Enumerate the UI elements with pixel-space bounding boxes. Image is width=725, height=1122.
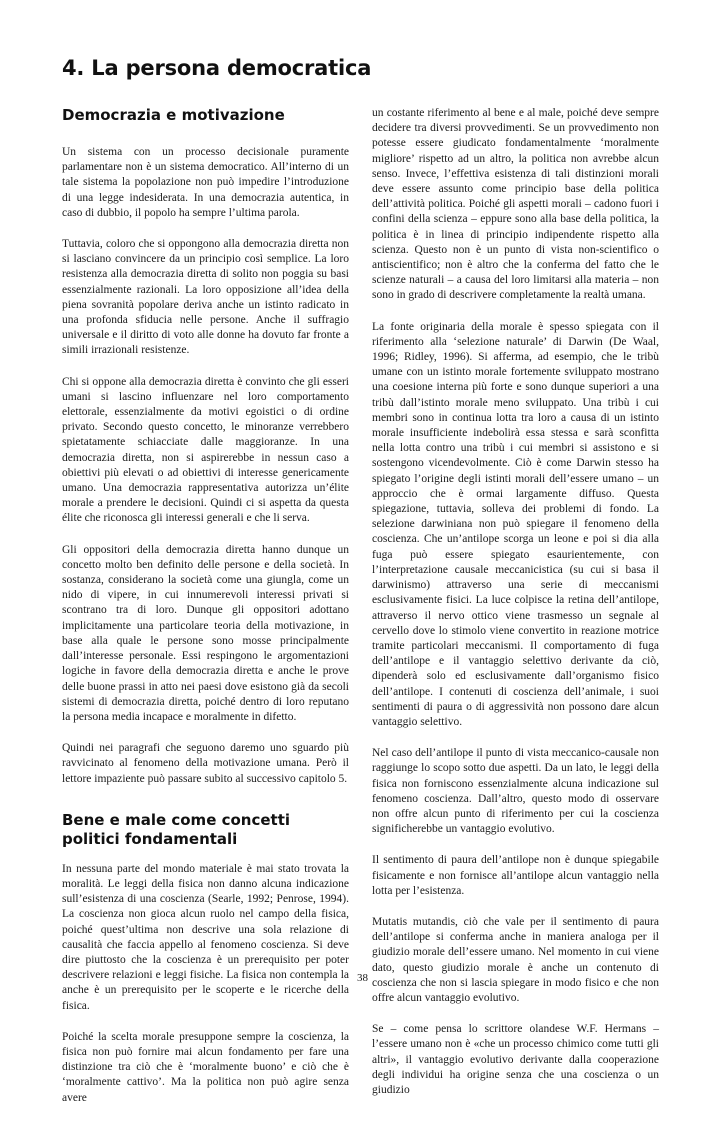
section-heading-good-evil: Bene e male come concetti politici fondamentali [62,810,291,848]
body-paragraph: Chi si oppone alla democrazia diretta è convinto che gli esseri umani si lascino influenzare nel loro comportamento elettorale, essenzialmente da motivi egoistici o di ordine privato. Secondo questo concetto, le minoranze verrebbero spietatamente schiacciate dalle maggioranze. In una democrazia diretta, non si aspirerebbe in nessun caso a obiettivi più elevati o ad obiettivi di interesse genericamente umano. Una democrazia rappresentativa autorizza un’élite morale a prendere le decisioni. Quindi ci si aspetta da questa élite che riconosca gli interessi generali e che li serva. [62,375,349,525]
chapter-title: 4. La persona democratica [62,56,372,80]
body-paragraph: Gli oppositori della democrazia diretta hanno dunque un concetto molto ben definito delle persone e della società. In sostanza, considerano la società come una giungla, come un nido di vipere, in cui innumerevoli interessi privati si scontrano tra di loro. Dunque gli oppositori adottano implicitamente una particolare teoria della motivazione, in base alla quale le persone sono mosse principalmente dall’interesse personale. Essi respingono le argomentazioni logiche in favore della democrazia diretta e anche le prove delle buone prassi in atto nei paesi dove esistono già da secoli sistemi di democrazia diretta, poiché dentro di loro reputano la persona media incapace e moralmente in difetto. [62,543,349,723]
body-paragraph: In nessuna parte del mondo materiale è mai stato trovata la moralità. Le leggi della fisica non danno alcuna indicazione sull’esistenza di una coscienza (Searle, 1992; Penrose, 1994). La coscienza non gioca alcun ruolo nel campo della fisica, poiché quest’ultima non descrive una sola relazione di causalità che faccia appello al fenomeno coscienza. Si deve dire piuttosto che la coscienza è un prerequisito per poter descrivere relazioni e leggi fisiche. La fisica non contempla la anche è un prerequisito per le scoperte e le ricerche della fisica. [62,862,349,1012]
body-paragraph: Poiché la scelta morale presuppone sempre la coscienza, la fisica non può fornire mai alcun fondamento per fare una distinzione tra ciò che è ‘moralmente buono’ e ciò che è ‘moralmente cattivo’. Ma la politica non può agire senza avere [62,1030,349,1104]
body-paragraph: Quindi nei paragrafi che seguono daremo uno sguardo più ravvicinato al fenomeno della motivazione umana. Però il lettore impaziente può passare subito al successivo capitolo 5. [62,742,349,785]
page-number: 38 [357,972,368,984]
body-paragraph: Il sentimento di paura dell’antilope non è dunque spiegabile fisicamente e non fornisce all’antilope alcun vantaggio nella lotta per l’esistenza. [372,854,659,897]
body-paragraph: Tuttavia, coloro che si oppongono alla democrazia diretta non si lasciano convincere da un principio così semplice. La loro resistenza alla democrazia diretta di solito non poggia su basi essenzialmente razionali. La loro opposizione all’idea della piena sovranità popolare deriva anche un istinto radicato in una profonda sfiducia nelle persone. Anche il suffragio universale e il diritto di voto alle donne ha dovuto far fronte a simili irrazionali resistenze. [62,238,349,357]
right-column [372,106,659,1114]
body-paragraph: Un sistema con un processo decisionale puramente parlamentare non è un sistema democratico. All’interno di un tale sistema la popolazione non può impedire l’introduzione di una legge indesiderata. In una democrazia autentica, in caso di dubbio, il popolo ha sempre l’ultima parola. [62,146,349,219]
body-paragraph: La fonte originaria della morale è spesso spiegata con il riferimento alla ‘selezione naturale’ di Darwin (De Waal, 1996; Ridley, 1996). Si afferma, ad esempio, che le tribù umane con un istinto morale fortemente sviluppato mostrano una coesione interna più forte e sono dunque superiori a una tribù dall’istinto morale meno sviluppato. Una tribù i cui membri sono in continua lotta tra loro a causa di un istinto morale insufficiente indebolirà essa stessa e sarà sconfitta nella lotta contro una tribù i cui membri si assistono e si sostengono vicendevolmente. Ciò è come Darwin stesso ha spiegato l’origine degli istinti morali dell’essere umano – un approccio che è ormai largamente diffuso. Questa spiegazione, tuttavia, solleva dei problemi di fondo. La selezione darwiniana non può spiegare il fenomeno della coscienza. Che un’antilope scorga un leone e poi si dia alla fuga può essere spiegato esaurientemente, con l’interpretazione causale meccanicistica (su cui si basa il darwinismo) attraverso una serie di meccanismi esclusivamente fisici. La luce colpisce la retina dell’antilope, attraverso il nervo ottico viene trasmesso un segnale al cervello dove lo stimolo viene convertito in reazione motrice tramite particolari meccanismi. Il comportamento di fuga dell’antilope e il vantaggio selettivo derivante da ciò, dipenderà solo ed esclusivamente dall’organismo fisico dell’antilope. I contenuti di coscienza dell’animale, i suoi sentimenti di paura o di aggressività non possono dare alcun vantaggio selettivo. [372,320,659,728]
section-heading-democracy-motivation: Democrazia e motivazione [62,106,285,124]
body-paragraph: un costante riferimento al bene e al male, poiché deve sempre decidere tra diversi provvedimenti. Se un provvedimento non potesse essere giudicato fondamentalmente ‘moralmente migliore’ rispetto ad un altro, la politica non avrebbe alcun senso. Invece, l’effettiva esistenza di tali distinzioni morali deve essere assunto come principio base della politica dell’attività politica. Poiché gli aspetti morali – cadono fuori i confini della scienza – eppure sono alla base della politica, la politica è in linea di principio indipendente rispetto alla scienza. Questo non è un punto di vista non-scientifico o antiscientifico; non è altro che la conferma del fatto che le scienze naturali – a causa del loro limitarsi alla materia – non sono in grado di descrivere completamente la realtà umana. [372,107,659,302]
body-paragraph: Se – come pensa lo scrittore olandese W.F. Hermans – l’essere umano non è «che un processo chimico come tutti gli altri», il vantaggio evolutivo derivante dalla cooperazione degli individui ha origine senza che una coscienza o un giudizio [372,1023,659,1096]
left-column [62,106,349,1122]
body-paragraph: Nel caso dell’antilope il punto di vista meccanico-causale non raggiunge lo scopo sotto due aspetti. Da un lato, le leggi della fisica non forniscono essenzialmente alcuna indicazione sul fenomeno coscienza. Dall’altro, questo modo di osservare non offre alcun punto di riferimento per cui la coscienza significherebbe un vantaggio evolutivo. [372,747,659,836]
body-paragraph: Mutatis mutandis, ciò che vale per il sentimento di paura dell’antilope si conferma anche in maniera analoga per il giudizio morale dell’essere umano. Nel momento in cui viene dato, questo giudizio morale è anche un contenuto di coscienza che non si lascia spiegare in modo fisico e che non offre alcun vantaggio evolutivo. [372,915,659,1004]
